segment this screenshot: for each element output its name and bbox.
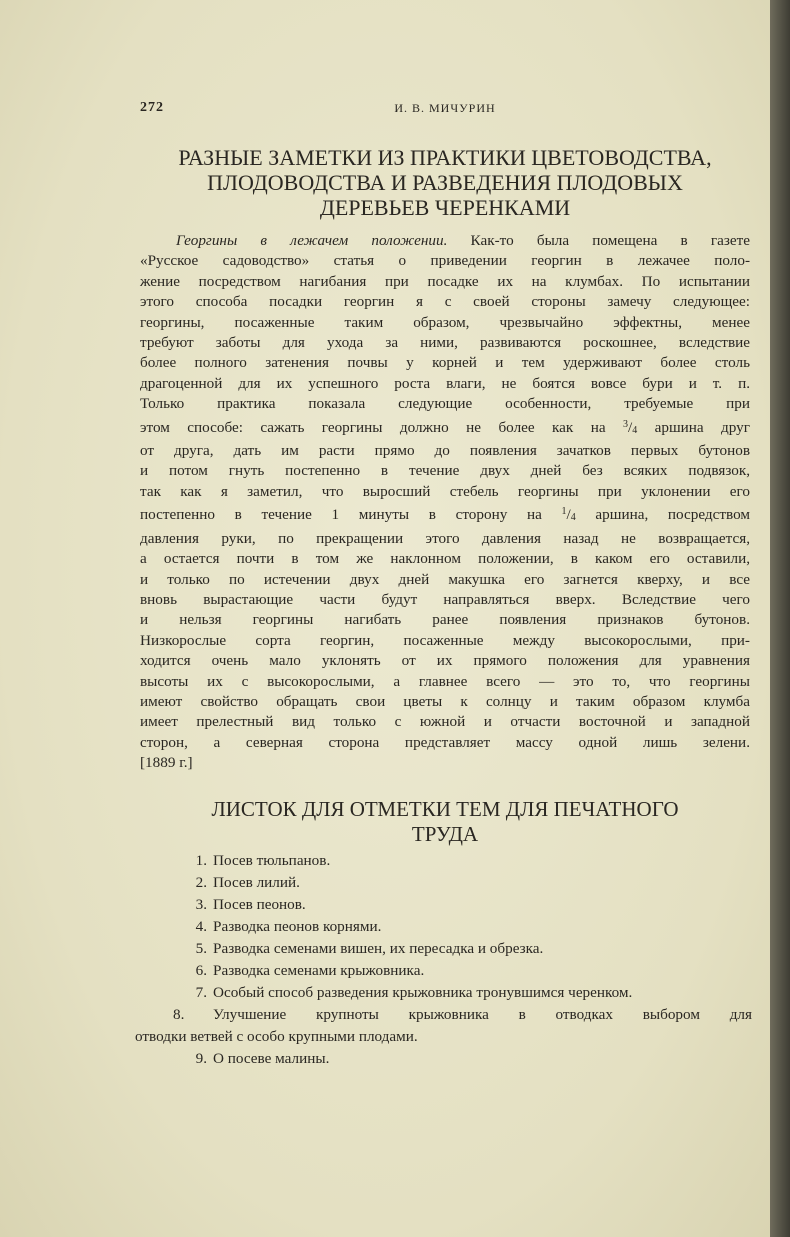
list-item-number: 9.	[195, 1050, 207, 1067]
paragraph-line: от друга, дать им расти прямо до появления зачатков первых бутонов	[140, 442, 750, 460]
paragraph-line: а остается почти в том же наклонном положении, в каком его оставили,	[140, 550, 750, 568]
list-item-number: 4.	[195, 918, 207, 935]
paragraph-line: и только по истечении двух дней макушка его загнется кверху, и все	[140, 570, 750, 588]
list-item-text: Разводка семенами крыжовника.	[213, 962, 425, 979]
list-item	[140, 1048, 752, 1070]
list-item	[140, 916, 752, 938]
fraction-numerator: 1	[561, 506, 567, 518]
list-item-text-continued: отводки ветвей с особо крупными плодами.	[135, 1028, 418, 1045]
paragraph-line: вновь вырастающие части будут направляться вверх. Вследствие чего	[140, 590, 750, 608]
list-item-text: Разводка пеонов корнями.	[213, 918, 382, 935]
list-item-text: Посев лилий.	[213, 874, 300, 891]
list-item-text: Улучшение крупноты крыжовника в отводках выбором для	[213, 1006, 752, 1023]
title-line: ДЕРЕВЬЕВ ЧЕРЕНКАМИ	[319, 195, 571, 220]
paragraph-line: имеют свойство обращать свои цветы к солнцу и таким образом клумба	[140, 692, 750, 710]
list-item-number: 6.	[195, 962, 207, 979]
list-item-number: 1.	[195, 852, 207, 869]
list-item	[140, 960, 752, 982]
list-item-text: Особый способ разведения крыжовника тронувшимся черенком.	[213, 984, 633, 1001]
paragraph-line: «Русское садоводство» статья о приведении георгин в лежачее поло-	[140, 252, 750, 270]
list-item	[140, 850, 752, 872]
paragraph-line: сторон, а северная сторона представляет массу одной лишь зелени.	[140, 733, 750, 751]
title-line: ТРУДА	[411, 822, 479, 846]
list-item-text: О посеве малины.	[213, 1050, 330, 1067]
paragraph-line: этого способа посадки георгин я с своей стороны замечу следующее:	[140, 293, 750, 311]
paragraph-line: давления руки, по прекращении этого давления назад не возвращается,	[140, 529, 750, 547]
paragraph-line: и потом гнуть постепенно в течение двух дней без всяких подвязок,	[140, 462, 750, 480]
paragraph-line: Георгины в лежачем положении. Как-то была помещена в газете	[176, 232, 750, 249]
list-item	[140, 982, 752, 1004]
list-item-text: Посев пеонов.	[213, 896, 306, 913]
page-header	[140, 100, 750, 120]
paragraph-line: жение посредством нагибания при посадке их на клумбах. По испытании	[140, 272, 750, 290]
paragraph-line: так как я заметил, что выросший стебель георгины при уклонении его	[140, 482, 750, 500]
article-title-notes	[140, 145, 750, 220]
list-item-number: 3.	[195, 896, 207, 913]
running-title: И. В. МИЧУРИН	[394, 101, 496, 115]
page-number: 272	[140, 100, 164, 115]
title-line: ЛИСТОК ДЛЯ ОТМЕТКИ ТЕМ ДЛЯ ПЕЧАТНОГО	[211, 797, 679, 821]
book-gutter-edge	[770, 0, 790, 1237]
list-item-number: 7.	[195, 984, 207, 1001]
list-item	[140, 894, 752, 916]
paragraph-line: Низкорослые сорта георгин, посаженные между высокорослыми, при-	[140, 631, 750, 649]
list-item	[140, 938, 752, 960]
paragraph-line: Только практика показала следующие особенности, требуемые при	[140, 395, 750, 413]
paragraph-line: этом способе: сажать георгины должно не более как на $^3$/4 аршина друг	[140, 418, 750, 436]
list-item-text: Посев тюльпанов.	[213, 852, 331, 869]
paragraph-line: драгоценной для их успешного роста влаги, не боятся вовсе бури и т. п.	[140, 374, 750, 392]
section-intro-italic: Георгины в лежачем положении.	[176, 232, 448, 249]
article-body-dahlias	[140, 231, 750, 774]
list-item-number: 5.	[195, 940, 207, 957]
list-item	[135, 1004, 752, 1048]
fraction-numerator: 3	[622, 418, 628, 430]
paragraph-line: георгины, посаженные таким образом, чрезвычайно эффектны, менее	[140, 313, 750, 331]
fraction-denominator: 4	[632, 424, 638, 436]
article-date: [1889 г.]	[140, 754, 193, 772]
fraction-denominator: 4	[570, 512, 576, 524]
title-line: ПЛОДОВОДСТВА И РАЗВЕДЕНИЯ ПЛОДОВЫХ	[207, 170, 683, 195]
article-title-topics-sheet	[140, 797, 750, 847]
title-line: РАЗНЫЕ ЗАМЕТКИ ИЗ ПРАКТИКИ ЦВЕТОВОДСТВА,	[178, 145, 712, 170]
paragraph-line: имеет прелестный вид только с южной и отчасти восточной и западной	[140, 713, 750, 731]
paragraph-line: ходится очень мало уклонять от их прямого положения для уравнения	[140, 652, 750, 670]
paragraph-line: постепенно в течение 1 минуты в сторону на $^1$/4 аршина, посредством	[140, 506, 750, 524]
paragraph-line: требуют заботы для ухода за ними, развиваются роскошнее, вследствие	[140, 334, 750, 352]
list-item-text: Разводка семенами вишен, их пересадка и обрезка.	[213, 940, 544, 957]
list-item-number: 2.	[195, 874, 207, 891]
list-item-number: 8.	[173, 1006, 185, 1023]
paragraph-line: и нельзя георгины нагибать ранее появления признаков бутонов.	[140, 611, 750, 629]
topics-list	[135, 850, 752, 1070]
paragraph-line: более полного затенения почвы у корней и тем удерживают более столь	[140, 354, 750, 372]
list-item	[140, 872, 752, 894]
paragraph-line: высоты их с высокорослыми, а главнее всего — это то, что георгины	[140, 672, 750, 690]
